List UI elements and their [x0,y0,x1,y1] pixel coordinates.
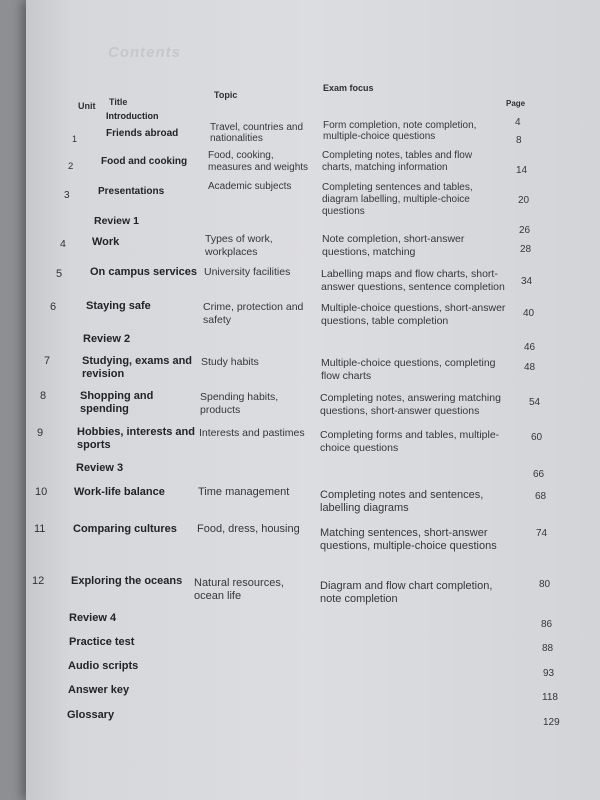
row-14-page: 74 [536,528,548,539]
row-8-title: Review 2 [83,333,131,345]
row-11-page: 60 [531,432,543,443]
row-1-topic: Travel, countries and nationalities [210,122,304,144]
row-5-title: Work [92,236,120,248]
row-3-topic: Academic subjects [208,181,292,192]
row-16-page: 86 [541,619,553,630]
row-5-unit: 4 [60,238,66,250]
row-6-unit: 5 [56,268,63,280]
row-0-page: 4 [515,117,521,128]
row-11-focus: Completing forms and tables, multiple-choice questions [320,429,500,454]
row-9-title: Studying, exams and revision [82,355,193,380]
row-14-title: Comparing cultures [73,523,177,535]
row-9-unit: 7 [44,355,51,367]
row-1-page: 8 [516,135,522,146]
row-2-focus: Completing notes, tables and flow charts, matching information [322,150,473,173]
row-14-topic: Food, dress, housing [197,523,300,535]
row-12-title: Review 3 [76,462,124,474]
row-9-page: 48 [524,362,536,373]
row-6-focus: Labelling maps and flow charts, short-answer questions, sentence completion [321,268,505,293]
row-10-unit: 8 [40,390,47,402]
row-19-title: Answer key [68,684,130,696]
row-20-page: 129 [543,717,560,728]
row-2-title: Food and cooking [101,156,188,167]
row-7-topic: Crime, protection and safety [203,301,304,326]
row-13-focus: Completing notes and sentences, labelling diagrams [320,489,484,514]
row-4-title: Review 1 [94,215,139,227]
row-13-topic: Time management [198,486,290,498]
row-17-title: Practice test [69,636,135,648]
row-12-page: 66 [533,469,545,480]
row-13-page: 68 [535,491,547,502]
row-3-page: 20 [518,195,530,206]
contents-page [26,0,600,800]
row-2-unit: 2 [68,161,74,172]
row-0-title: Introduction [106,111,159,121]
row-11-title: Hobbies, interests and sports [77,426,195,451]
row-18-title: Audio scripts [68,660,139,672]
row-18-page: 93 [543,668,555,679]
row-15-unit: 12 [32,575,45,587]
row-7-page: 40 [523,308,535,319]
header-title: Title [109,97,128,107]
row-10-title: Shopping and spending [80,390,154,415]
row-4-page: 26 [519,225,531,236]
row-3-unit: 3 [64,190,70,201]
row-19-page: 118 [542,692,558,703]
contents-title: Contents [108,44,181,61]
row-5-focus: Note completion, short-answer questions, matching [322,233,465,258]
row-10-page: 54 [529,397,541,408]
row-2-topic: Food, cooking, measures and weights [208,150,309,173]
row-8-page: 46 [524,342,536,353]
row-6-title: On campus services [90,266,198,278]
row-13-unit: 10 [35,486,48,498]
row-3-focus: Completing sentences and tables, diagram labelling, multiple-choice questions [322,182,473,217]
row-15-page: 80 [539,579,551,590]
row-1-focus: Form completion, note completion, multiple-choice questions [323,120,477,142]
row-14-focus: Matching sentences, short-answer questions, multiple-choice questions [320,527,497,552]
row-9-focus: Multiple-choice questions, completing flow charts [321,357,496,382]
row-6-topic: University facilities [204,266,291,278]
row-20-title: Glossary [67,709,115,721]
row-2-page: 14 [516,165,528,176]
header-unit: Unit [78,101,96,111]
row-6-page: 34 [521,276,533,287]
row-13-title: Work-life balance [74,486,165,498]
row-11-unit: 9 [37,427,44,439]
header-exam-focus: Exam focus [323,83,374,93]
header-page: Page [506,99,526,108]
row-7-focus: Multiple-choice questions, short-answer questions, table completion [321,302,506,327]
row-15-title: Exploring the oceans [71,575,183,587]
row-10-topic: Spending habits, products [200,391,279,416]
row-16-title: Review 4 [69,612,117,624]
row-5-topic: Types of work, workplaces [205,233,273,258]
row-15-topic: Natural resources, ocean life [194,577,284,602]
row-1-unit: 1 [72,134,78,144]
header-topic: Topic [214,90,238,100]
row-10-focus: Completing notes, answering matching questions, short-answer questions [320,392,501,417]
row-17-page: 88 [542,643,554,654]
row-7-title: Staying safe [86,300,151,312]
row-14-unit: 11 [34,523,46,535]
row-5-page: 28 [520,244,532,255]
row-3-title: Presentations [98,186,165,197]
row-7-unit: 6 [50,301,57,313]
row-15-focus: Diagram and flow chart completion, note completion [320,580,493,605]
row-1-title: Friends abroad [106,128,179,139]
row-11-topic: Interests and pastimes [199,427,305,439]
row-9-topic: Study habits [201,356,259,368]
